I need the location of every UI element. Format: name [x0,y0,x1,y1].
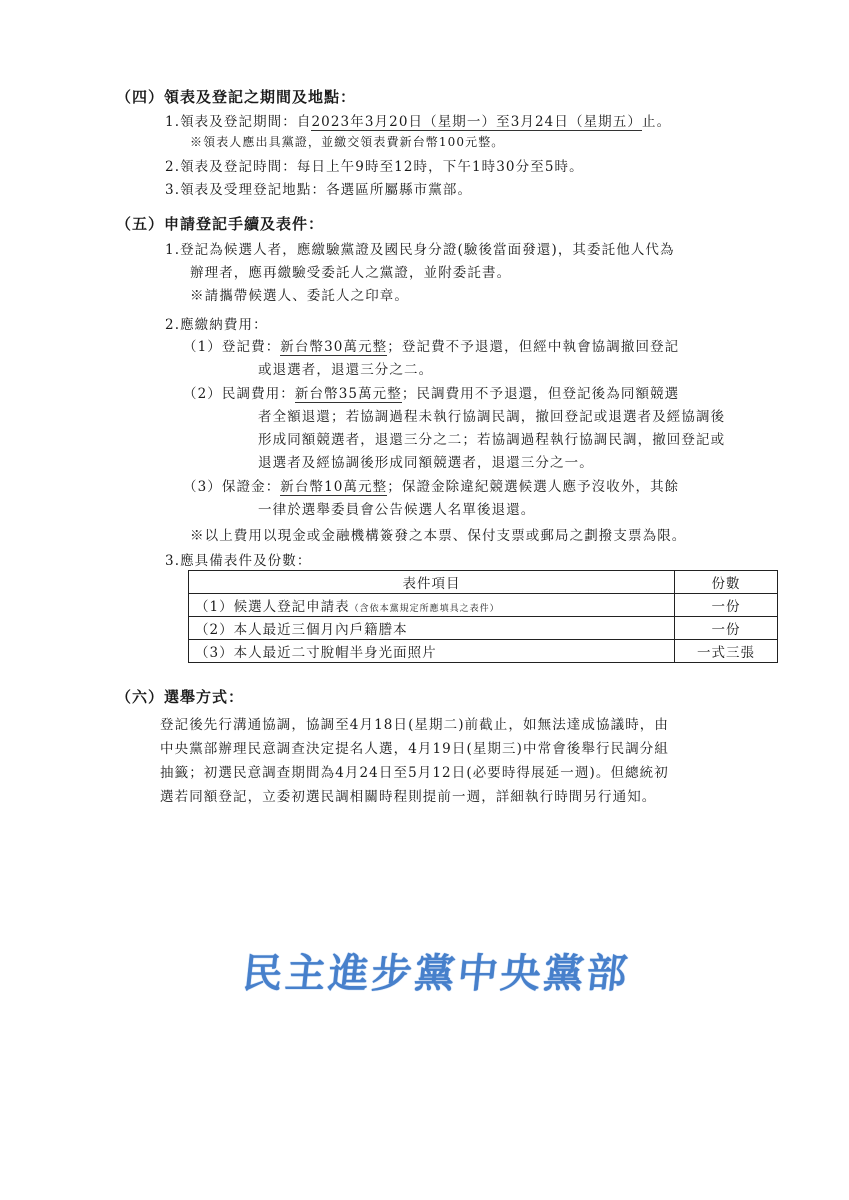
fee2-line1 [183,382,679,402]
fee2-line4: 退選者及經協調後形成同額競選者，退還三分之一。 [258,455,594,471]
sec5-item3: 3.應具備表件及份數： [165,553,312,569]
table-cell-item: （3）本人最近二寸脫帽半身光面照片 [189,640,675,663]
fee3-line1 [183,475,679,495]
section-5-heading: （五）申請登記手續及表件： [116,215,325,233]
sec6-line4: 選若同額登記，立委初選民調相關時程則提前一週，詳細執行時間另行通知。 [160,789,657,805]
fee1-prefix: （1）登記費： [183,339,281,355]
fee2-line2: 者全額退還；若協調過程未執行協調民調，撤回登記或退選者及經協調後 [258,409,726,425]
fee2-amount: 新台幣35萬元整 [294,386,402,402]
sec4-item1-prefix: 1.領表及登記期間：自 [165,114,312,130]
sec4-item1-range: 2023年3月20日（星期一）至3月24日（星期五） [311,114,642,130]
sec6-line3: 抽籤；初選民意調查期間為4月24日至5月12日(必要時得展延一週)。但總統初 [160,765,669,781]
sec5-item2: 2.應繳納費用： [165,317,268,333]
sec4-item1 [165,110,671,130]
fee1-line1 [183,335,679,355]
table-row [189,640,778,663]
table-cell-qty: 一份 [675,594,778,617]
row-item-text: （1）候選人登記申請表 [195,599,350,615]
sec5-item1-note: ※請攜帶候選人、委託人之印章。 [190,288,409,304]
fee3-line2: 一律於選舉委員會公告候選人名單後退還。 [258,502,536,518]
party-seal-stamp: 民主進步黨中央黨部 [240,950,633,997]
sec4-item3: 3.領表及受理登記地點：各選區所屬縣市黨部。 [165,182,473,198]
sec4-item1-suffix: 止。 [641,114,672,130]
fee2-rest: ；民調費用不予退還，但登記後為同額競選 [401,386,680,402]
row-item-note: （含依本黨規定所應填具之表件） [349,604,500,614]
table-cell-qty: 一份 [675,617,778,640]
table-row [189,617,778,640]
sec5-item1-line1: 1.登記為候選人者，應繳驗黨證及國民身分證(驗後當面發還)，其委託他人代為 [165,242,675,258]
table-header-item: 表件項目 [189,571,675,594]
table-row [189,594,778,617]
sec4-item2: 2.領表及登記時間：每日上午9時至12時，下午1時30分至5時。 [165,159,584,175]
fee3-rest: ；保證金除違紀競選候選人應予沒收外，其餘 [387,479,680,495]
fee1-rest: ；登記費不予退還，但經中執會協調撤回登記 [387,339,680,355]
table-cell-item: （2）本人最近三個月內戶籍謄本 [189,617,675,640]
fee1-amount: 新台幣30萬元整 [280,339,388,355]
fee2-prefix: （2）民調費用： [183,386,295,402]
fee3-prefix: （3）保證金： [183,479,281,495]
fee1-line2: 或退選者，退還三分之二。 [258,362,434,378]
fee3-amount: 新台幣10萬元整 [280,479,388,495]
fee-note: ※以上費用以現金或金融機構簽發之本票、保付支票或郵局之劃撥支票為限。 [190,528,687,544]
table-header-qty: 份數 [675,571,778,594]
sec5-item1-line2: 辦理者，應再繳驗受委託人之黨證，並附委託書。 [190,265,512,281]
table-cell-qty: 一式三張 [675,640,778,663]
sec6-line1: 登記後先行溝通協調，協調至4月18日(星期二)前截止，如無法達成協議時，由 [160,717,669,733]
fee2-line3: 形成同額競選者，退還三分之二；若協調過程執行協調民調，撤回登記或 [258,432,726,448]
sec6-line2: 中央黨部辦理民意調查決定提名人選，4月19日(星期三)中常會後舉行民調分組 [160,741,669,757]
section-4-heading: （四）領表及登記之期間及地點： [116,88,357,106]
table-cell-item [189,594,675,617]
table-header-row [189,571,778,594]
documents-table [188,570,778,663]
sec4-note1: ※領表人應出具黨證，並繳交領表費新台幣100元整。 [190,135,505,149]
section-6-heading: （六）選舉方式： [116,688,245,706]
